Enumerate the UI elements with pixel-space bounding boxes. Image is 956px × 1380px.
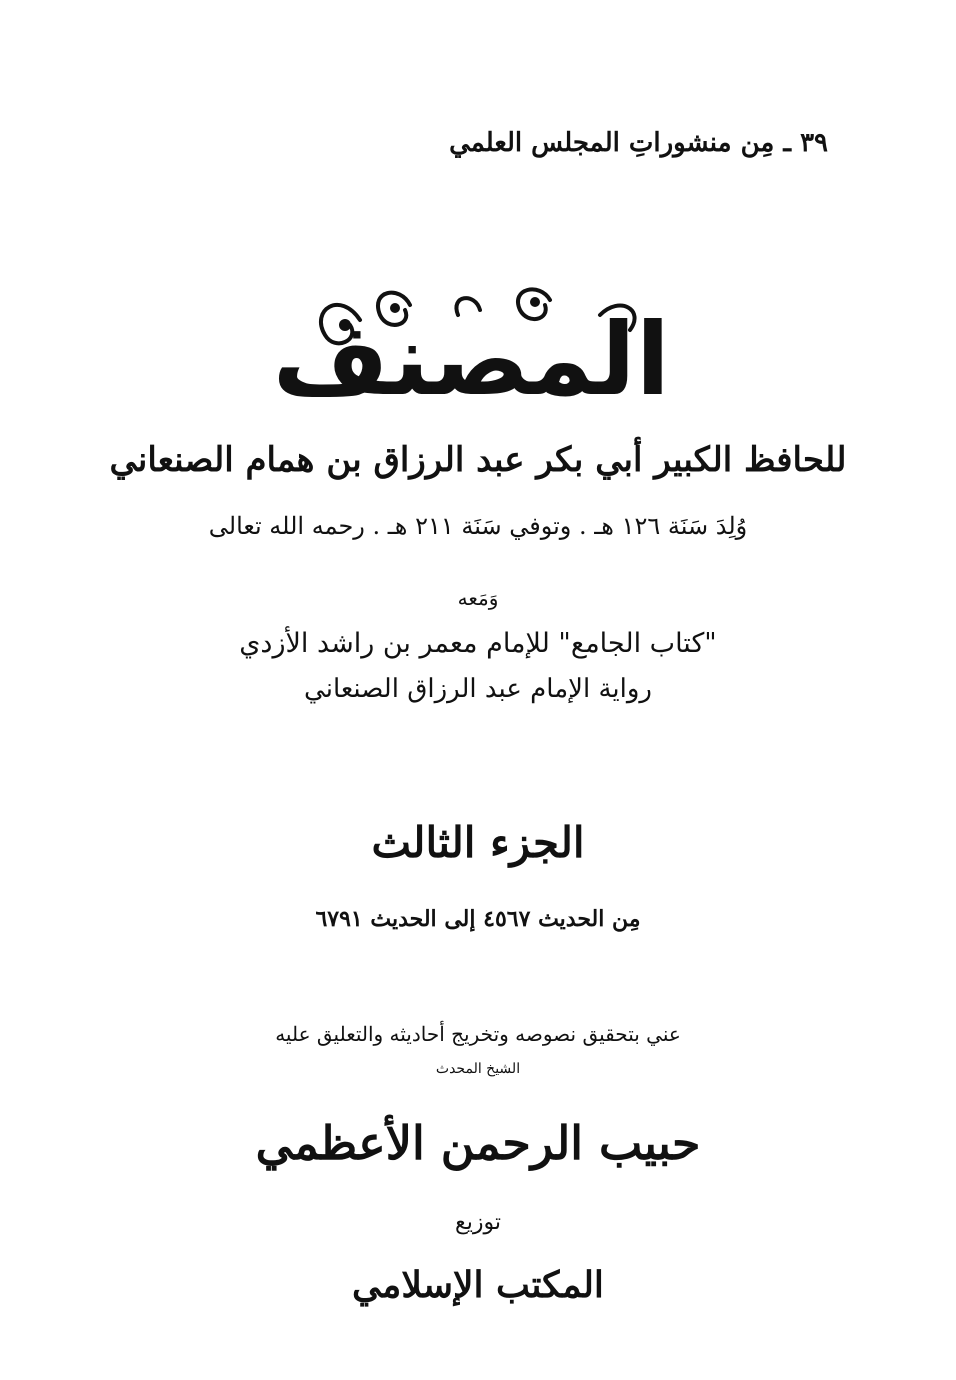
author-line: للحافظ الكبير أبي بكر عبد الرزاق بن همام الصنعاني	[109, 440, 847, 480]
editor-role: الشيخ المحدث	[435, 1061, 521, 1077]
publisher-name: المكتب الإسلامي	[352, 1264, 604, 1306]
editor-name: حبيب الرحمن الأعظمي	[255, 1116, 701, 1170]
hadith-range: مِن الحديث ٤٥٦٧ إلى الحديث ٦٧٩١	[315, 906, 641, 932]
book-title-block	[272, 280, 670, 420]
appendix-work-title: "كتاب الجامع" للإمام معمر بن راشد الأزدي	[239, 628, 717, 659]
distribution-label: توزيع	[455, 1210, 501, 1235]
series-label: ٣٩ ـ مِن منشوراتِ المجلس العلمي	[449, 128, 828, 158]
appendix-with-label: وَمَعه	[457, 586, 499, 610]
birth-death-dates: وُلِدَ سَنَة ١٢٦ هـ . وتوفي سَنَة ٢١١ هـ . رحمه الله تعالى	[208, 512, 748, 540]
book-title: المصنف	[272, 301, 670, 418]
appendix-riwaya: رواية الإمام عبد الرزاق الصنعاني	[304, 674, 652, 704]
editor-description: عني بتحقيق نصوصه وتخريج أحاديثه والتعليق عليه	[275, 1022, 681, 1046]
volume-label: الجزء الثالث	[371, 818, 585, 867]
